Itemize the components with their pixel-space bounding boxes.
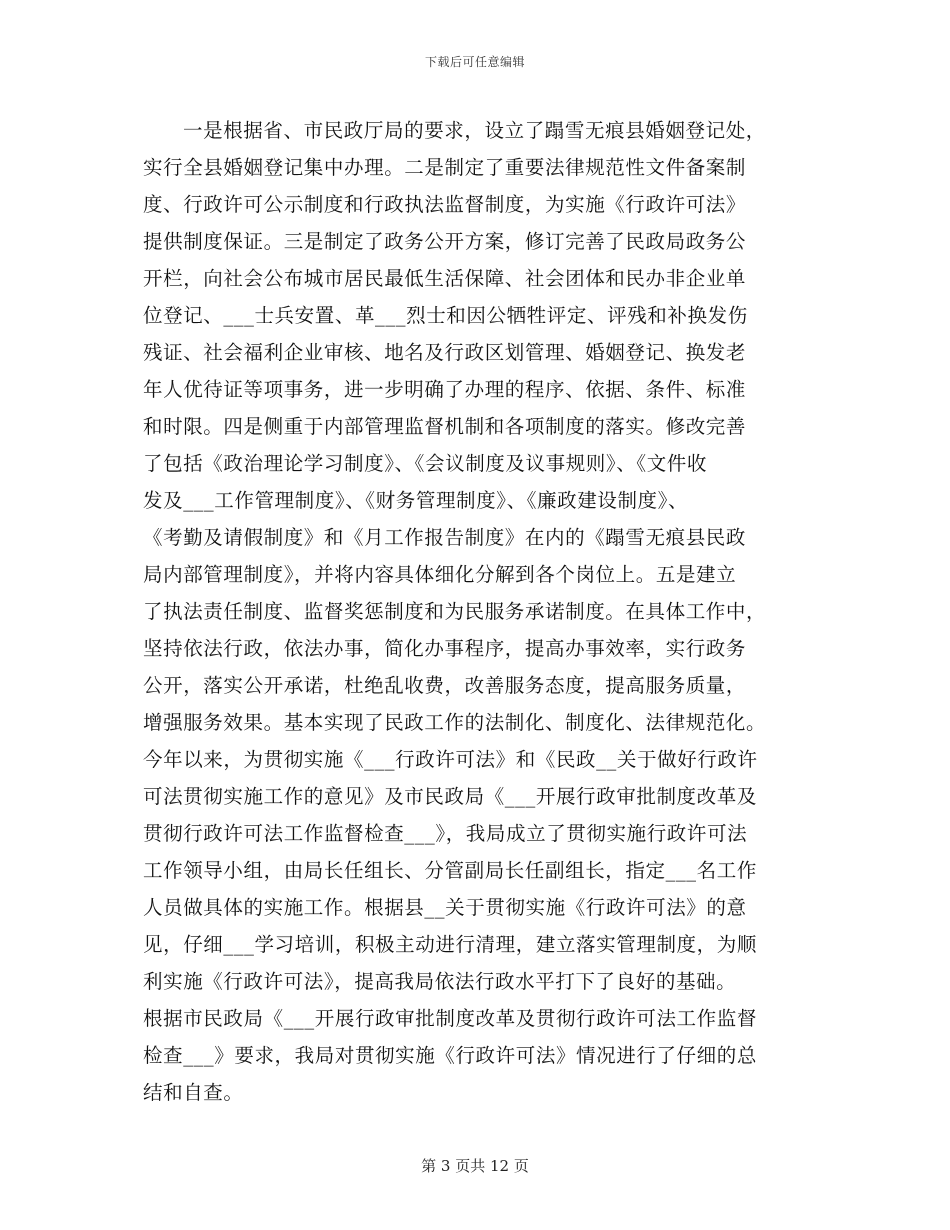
body-line: 年人优待证等项事务，进一步明确了办理的程序、依据、条件、标准 [143,378,747,401]
body-line: 提供制度保证。三是制定了政务公开方案，修订完善了民政局政务公 [143,230,747,253]
body-line: 位登记、___士兵安置、革___烈士和因公牺牲评定、评残和补换发伤 [143,304,748,327]
body-line: 《考勤及请假制度》和《月工作报告制度》在内的《蹋雪无痕县民政 [143,526,747,549]
body-line: 增强服务效果。基本实现了民政工作的法制化、制度化、法律规范化。 [143,711,767,734]
body-line: 坚持依法行政，依法办事，简化办事程序，提高办事效率，实行政务 [143,637,747,660]
body-line: 一是根据省、市民政厅局的要求，设立了蹋雪无痕县婚姻登记处， [183,119,766,142]
body-line: 可法贯彻实施工作的意见》及市民政局《___开展行政审批制度改革及 [143,785,757,808]
body-line: 利实施《行政许可法》，提高我局依法行政水平打下了良好的基础。 [143,970,737,993]
body-line: 见，仔细___学习培训，积极主动进行清理，建立落实管理制度，为顺 [143,933,757,956]
body-line: 检查___》要求，我局对贯彻实施《行政许可法》情况进行了仔细的总 [143,1044,757,1067]
body-line: 实行全县婚姻登记集中办理。二是制定了重要法律规范性文件备案制 [143,156,747,179]
body-line: 开栏，向社会公布城市居民最低生活保障、社会团体和民办非企业单 [143,267,747,290]
body-line: 根据市民政局《___开展行政审批制度改革及贯彻行政许可法工作监督 [143,1007,757,1030]
body-line: 了包括《政治理论学习制度》、《会议制度及议事规则》、《文件收 [143,452,708,475]
body-line: 残证、社会福利企业审核、地名及行政区划管理、婚姻登记、换发老 [143,341,747,364]
body-line: 结和自查。 [143,1081,244,1104]
body-line: 公开，落实公开承诺，杜绝乱收费，改善服务态度，提高服务质量， [143,674,747,697]
body-line: 局内部管理制度》，并将内容具体细化分解到各个岗位上。五是建立 [143,563,737,586]
body-line: 贯彻行政许可法工作监督检查___》，我局成立了贯彻实施行政许可法 [143,822,748,845]
body-line: 人员做具体的实施工作。根据县__关于贯彻实施《行政许可法》的意 [143,896,747,919]
page-number: 第 3 页共 12 页 [421,1157,529,1175]
document-body [143,112,808,1111]
body-line: 了执法责任制度、监督奖惩制度和为民服务承诺制度。在具体工作中， [143,600,767,623]
body-line: 今年以来，为贯彻实施《___行政许可法》和《民政__关于做好行政许 [143,748,758,771]
body-line: 和时限。四是侧重于内部管理监督机制和各项制度的落实。修改完善 [143,415,747,438]
page-header-note: 下载后可任意编辑 [424,55,525,69]
body-line: 发及___工作管理制度》、《财务管理制度》、《廉政建设制度》、 [143,489,689,512]
body-line: 度、行政许可公示制度和行政执法监督制度，为实施《行政许可法》 [143,193,747,216]
body-line: 工作领导小组，由局长任组长、分管副局长任副组长，指定___名工作 [143,859,757,882]
